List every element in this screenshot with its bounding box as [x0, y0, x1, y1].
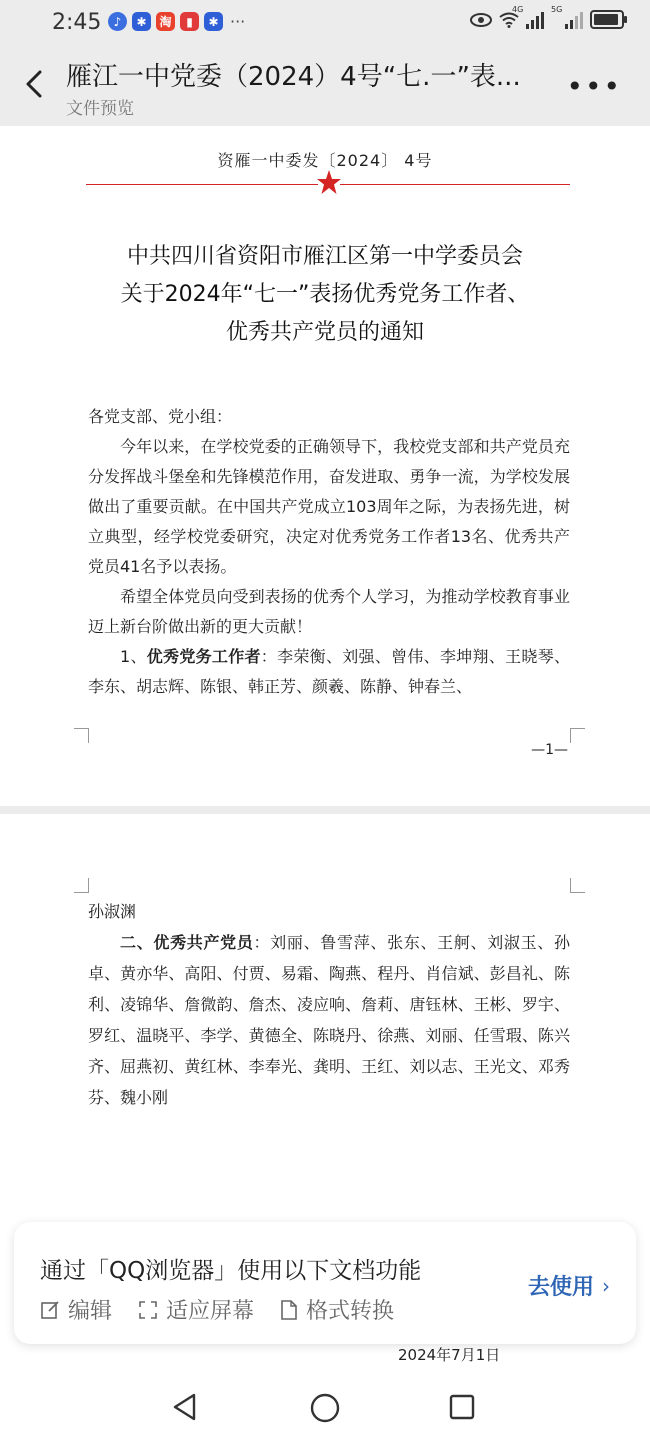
system-navigation-bar	[0, 1368, 650, 1444]
document-title: 雁江一中党委（2024）4号“七.一”表...	[66, 62, 521, 92]
red-star-icon	[316, 169, 342, 195]
red-divider-left	[86, 184, 318, 185]
wifi-icon	[499, 12, 519, 28]
document-page-2	[0, 814, 650, 1444]
edit-icon	[40, 1300, 60, 1320]
feature-fit-screen-label: 适应屏幕	[166, 1299, 255, 1324]
document-number: 资雁一中委发〔2024〕 4号	[217, 151, 433, 170]
network-type-1: 4G	[512, 4, 524, 14]
section-1	[88, 642, 570, 702]
feature-fit-screen[interactable]	[138, 1294, 254, 1325]
signal-4g-icon	[512, 4, 544, 29]
feature-format-convert[interactable]	[280, 1294, 394, 1325]
feature-format-convert-label: 格式转换	[306, 1299, 395, 1324]
notification-icons	[108, 12, 245, 31]
page-corner-mark	[570, 728, 585, 743]
signal-5g-icon	[551, 4, 583, 29]
nav-recents-icon[interactable]	[448, 1393, 476, 1421]
heading-line-1: 中共四川省资阳市雁江区第一中学委员会	[126, 244, 523, 269]
go-use-label: 去使用	[527, 1275, 594, 1300]
red-divider-right	[340, 184, 570, 185]
taobao-app-icon: 淘	[156, 12, 175, 31]
eye-comfort-icon	[470, 13, 492, 27]
page-corner-mark	[74, 878, 89, 893]
status-time: 2:45	[52, 10, 102, 35]
reader-app-icon: ▮	[180, 12, 199, 31]
feature-edit[interactable]	[40, 1294, 112, 1325]
chevron-right-icon: ›	[602, 1273, 610, 1298]
app-header	[0, 46, 650, 126]
nav-home-icon[interactable]	[309, 1392, 341, 1424]
nav-back-icon[interactable]	[170, 1392, 200, 1422]
document-body-page2	[88, 896, 570, 1113]
baidu-app-icon: ✱	[132, 12, 151, 31]
section-1-label: 1、	[120, 647, 147, 666]
section-2-title: 优秀共产党员	[153, 933, 254, 952]
go-use-button[interactable]	[528, 1270, 610, 1301]
network-type-2: 5G	[551, 4, 563, 14]
document-date: 2024年7月1日	[398, 1346, 501, 1364]
music-app-icon: ♪	[108, 12, 127, 31]
heading-line-3: 优秀共产党员的通知	[225, 320, 424, 345]
qq-browser-promo-card[interactable]	[14, 1222, 636, 1344]
document-heading	[0, 238, 650, 352]
document-subtitle: 文件预览	[66, 99, 134, 119]
section-1-names: ：李荣衡、刘强、曾伟、李坤翔、王晓琴、李东、胡志辉、陈银、韩正芳、颜羲、陈静、钟春兰、	[88, 647, 570, 696]
feature-edit-label: 编辑	[68, 1299, 113, 1324]
page-corner-mark	[74, 728, 89, 743]
status-bar	[0, 0, 650, 46]
document-body-page1	[88, 402, 570, 702]
fit-screen-icon	[138, 1300, 158, 1320]
back-arrow-icon[interactable]	[20, 64, 50, 104]
baidu-app-icon-2: ✱	[204, 12, 223, 31]
page-number: —1—	[531, 742, 568, 758]
section-2-label: 二、	[120, 933, 154, 952]
battery-icon	[590, 10, 624, 29]
section-2	[88, 927, 570, 1113]
promo-feature-list	[40, 1294, 394, 1325]
document-icon	[280, 1300, 298, 1320]
promo-title: 通过「QQ浏览器」使用以下文档功能	[40, 1258, 422, 1284]
page-corner-mark	[570, 878, 585, 893]
more-options-icon[interactable]: •••	[566, 70, 622, 103]
section-1-title: 优秀党务工作者	[146, 647, 261, 666]
paragraph-2: 希望全体党员向受到表扬的优秀个人学习，为推动学校教育事业迈上新台阶做出新的更大贡献！	[88, 587, 570, 636]
salutation: 各党支部、党小组：	[88, 407, 233, 426]
system-indicators	[470, 4, 624, 29]
more-notifications-icon: ···	[230, 12, 246, 31]
paragraph-1: 今年以来，在学校党委的正确领导下，我校党支部和共产党员充分发挥战斗堡垒和先锋模范作用，奋发进取、勇争一流，为学校发展做出了重要贡献。在中国共产党成立103周年之际，为表扬先进，树立典型，经学校党委研究，决定对优秀党务工作者13名、优秀共产党员41名予以表扬。	[88, 437, 570, 576]
section-2-names: ：刘丽、鲁雪萍、张东、王舸、刘淑玉、孙卓、黄亦华、高阳、付贾、易霜、陶燕、程丹、肖信斌、彭昌礼、陈利、凌锦华、詹微韵、詹杰、凌应响、詹莉、唐钰林、王彬、罗宇、罗红、温晓平、李学、黄德全、陈晓丹、徐燕、刘丽、任雪瑕、陈兴齐、屈燕初、黄红林、李奉光、龚明、王红、刘以志、王光文、邓秀芬、魏小刚	[88, 933, 570, 1107]
heading-line-2: 关于2024年“七一”表扬优秀党务工作者、	[120, 282, 530, 307]
continuation-name: 孙淑渊	[88, 902, 137, 921]
document-page-1	[0, 126, 650, 806]
